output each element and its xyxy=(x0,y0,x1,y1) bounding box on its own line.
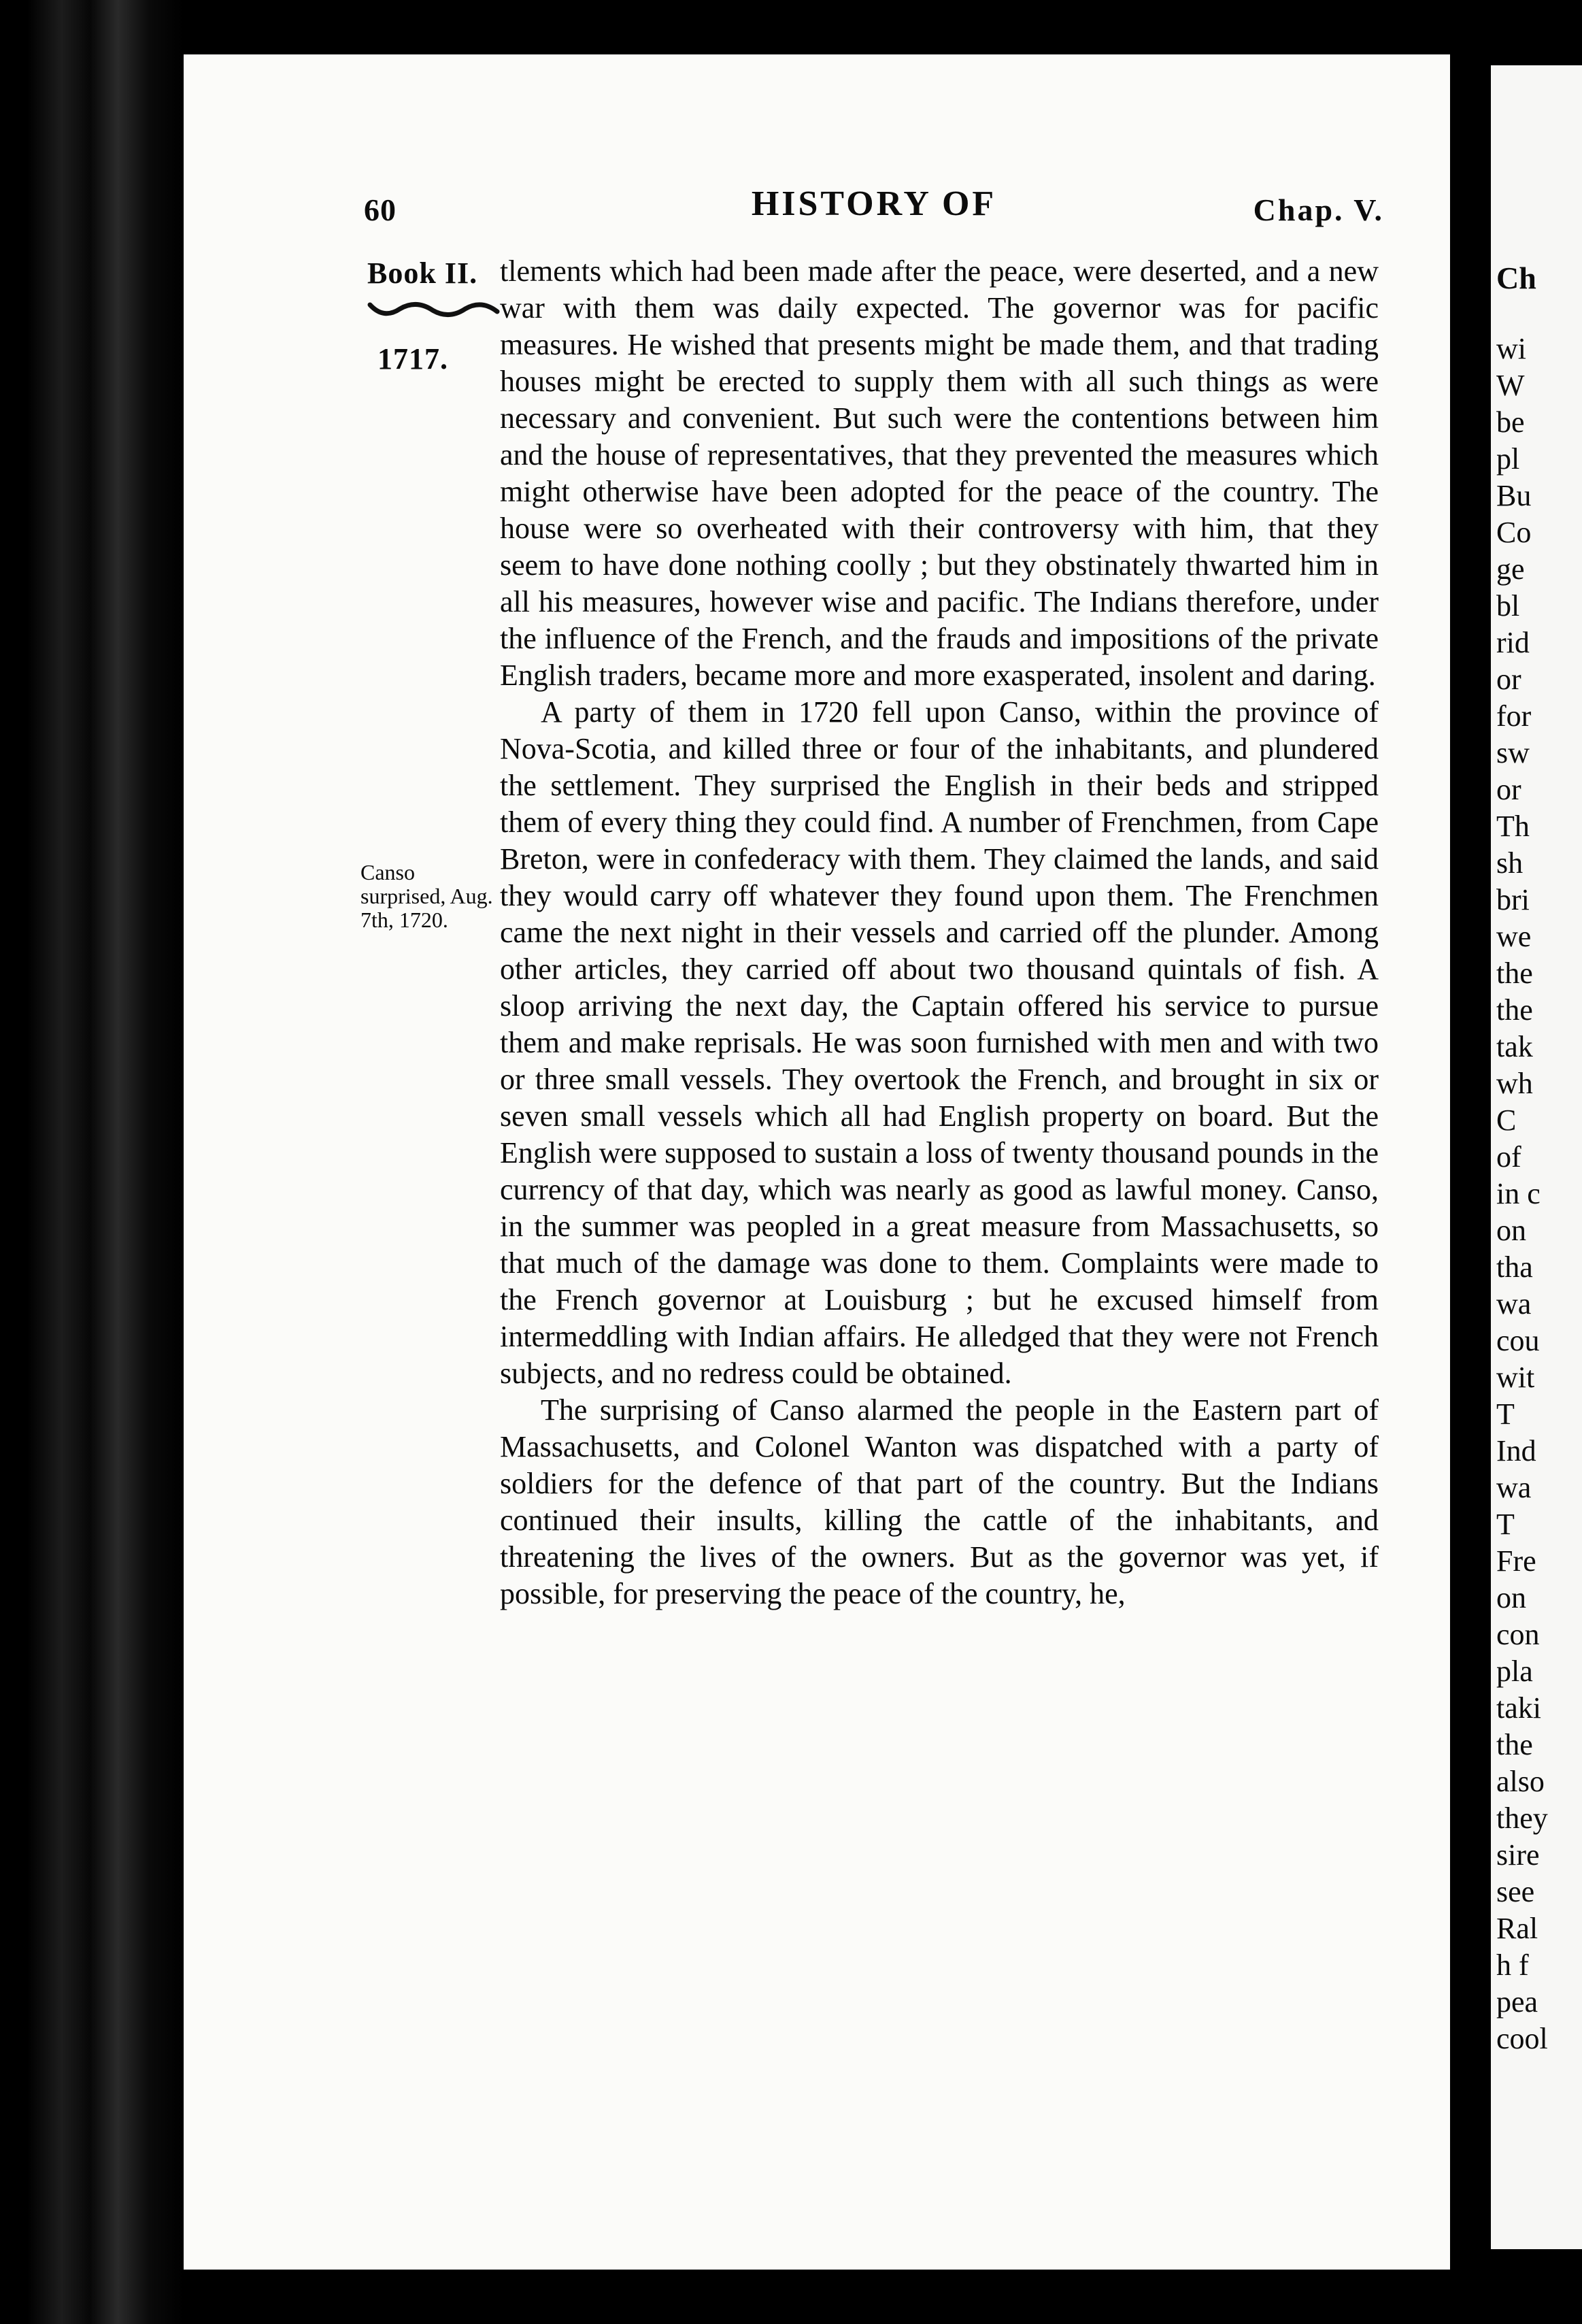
facing-page-line: wh xyxy=(1496,1067,1533,1100)
facing-page-line: sh xyxy=(1496,846,1524,880)
body-text xyxy=(500,253,1379,1612)
facing-page-line: Ind xyxy=(1496,1434,1536,1467)
facing-page-line: sw xyxy=(1496,736,1530,769)
facing-page-line: rid xyxy=(1496,626,1530,659)
running-title: HISTORY OF xyxy=(751,184,997,223)
facing-page-line: on xyxy=(1496,1581,1526,1614)
facing-page-line: for xyxy=(1496,699,1532,733)
facing-page-line: of xyxy=(1496,1140,1521,1174)
facing-page-line: sire xyxy=(1496,1838,1540,1872)
facing-page-line: con xyxy=(1496,1618,1540,1651)
facing-page-line: wa xyxy=(1496,1471,1532,1504)
facing-page-line: see xyxy=(1496,1875,1535,1908)
book-spine xyxy=(27,0,184,2324)
page-gutter xyxy=(1450,0,1491,2324)
facing-page-line: in c xyxy=(1496,1177,1541,1210)
swash-ornament-icon xyxy=(367,299,500,321)
facing-page-line: cou xyxy=(1496,1324,1540,1357)
chapter-label: Chap. V. xyxy=(1253,193,1384,227)
facing-page-line: tha xyxy=(1496,1250,1533,1284)
facing-page-line: wi xyxy=(1496,332,1526,365)
margin-note: Canso surprised, Aug. 7th, 1720. xyxy=(360,860,493,932)
facing-page-line: Bu xyxy=(1496,479,1532,512)
facing-page-line: the xyxy=(1496,1728,1533,1761)
facing-page-line: the xyxy=(1496,957,1533,990)
facing-page-line: Fre xyxy=(1496,1544,1536,1578)
facing-page xyxy=(1491,65,1582,2249)
facing-page-line: ge xyxy=(1496,552,1525,586)
facing-page-line: tak xyxy=(1496,1030,1533,1063)
paragraph: tlements which had been made after the peace, were deserted, and a new war with them was daily expected. The governor was for pacific measures. He wished that presents might be made them, and that trading houses might be erected to supply them with all such things as were necessary and convenient. But such were the contentions between him and the house of representatives, that they prevented the measures which might otherwise have been adopted for the peace of the country. The house were so overheated with their controversy with him, that they seem to have done nothing coolly ; but they obstinately thwarted him in all his measures, however wise and pacific. The Indians therefore, under the influence of the French, and the frauds and impositions of the private English traders, became more and more exasperated, insolent and daring. xyxy=(500,254,1379,692)
facing-page-line: wit xyxy=(1496,1361,1535,1394)
facing-page-line: T xyxy=(1496,1397,1515,1431)
facing-page-line: also xyxy=(1496,1765,1545,1798)
facing-page-line: pl xyxy=(1496,442,1520,476)
page-header xyxy=(364,184,1384,245)
margin-book-label: Book II. xyxy=(367,256,478,290)
margin-year: 1717. xyxy=(377,342,448,376)
facing-page-line: we xyxy=(1496,920,1532,953)
page-number: 60 xyxy=(364,193,397,227)
facing-page-line: cool xyxy=(1496,2022,1548,2055)
facing-page-text xyxy=(1496,331,1548,2057)
facing-page-line: Co xyxy=(1496,516,1532,549)
paragraph: The surprising of Canso alarmed the people in the Eastern part of Massachusetts, and Colonel Wanton was dispatched with a party of soldiers for the defence of that part of the country. But the Indians continued their insults, killing the cattle of the inhabitants, and threatening the lives of the owners. But as the governor was yet, if possible, for preserving the peace of the country, he, xyxy=(500,1393,1379,1610)
facing-page-line: pla xyxy=(1496,1655,1533,1688)
facing-page-line: Th xyxy=(1496,810,1530,843)
facing-page-line: h f xyxy=(1496,1948,1529,1982)
facing-page-line: the xyxy=(1496,993,1533,1027)
facing-page-line: they xyxy=(1496,1802,1548,1835)
facing-page-line: pea xyxy=(1496,1985,1538,2019)
facing-page-line: be xyxy=(1496,405,1525,439)
facing-page-header: Ch xyxy=(1496,261,1536,295)
facing-page-line: or xyxy=(1496,663,1521,696)
facing-page-line: bl xyxy=(1496,589,1520,622)
facing-page-line: taki xyxy=(1496,1691,1541,1725)
facing-page-line: bri xyxy=(1496,883,1530,916)
facing-page-line: T xyxy=(1496,1508,1515,1541)
facing-page-line: or xyxy=(1496,773,1521,806)
facing-page-line: W xyxy=(1496,369,1525,402)
paragraph: A party of them in 1720 fell upon Canso, within the province of Nova-Scotia, and killed three or four of the inhabitants, and plundered the settlement. They surprised the English in their beds and stripped them of every thing they could find. A number of Frenchmen, from Cape Breton, were in confederacy with them. They claimed the lands, and said they would carry off whatever they found upon them. The Frenchmen came the next night in their vessels and carried off the plunder. Among other articles, they carried off about two thousand quintals of fish. A sloop arriving the next day, the Captain offered his service to pursue them and make reprisals. He was soon furnished with men and with two or three small vessels. They overtook the French, and brought in six or seven small vessels which all had English property on board. But the English were supposed to sustain a loss of twenty thousand pounds in the currency of that day, which was nearly as good as lawful money. Canso, in the summer was peopled in a great measure from Massachusetts, so that much of the damage was done to them. Complaints were made to the French governor at Louisburg ; but he excused himself from intermeddling with Indian affairs. He alledged that they were not French subjects, and no redress could be obtained. xyxy=(500,695,1379,1390)
facing-page-line: C xyxy=(1496,1103,1517,1137)
facing-page-line: on xyxy=(1496,1214,1526,1247)
facing-page-line: Ral xyxy=(1496,1912,1538,1945)
facing-page-line: wa xyxy=(1496,1287,1532,1321)
